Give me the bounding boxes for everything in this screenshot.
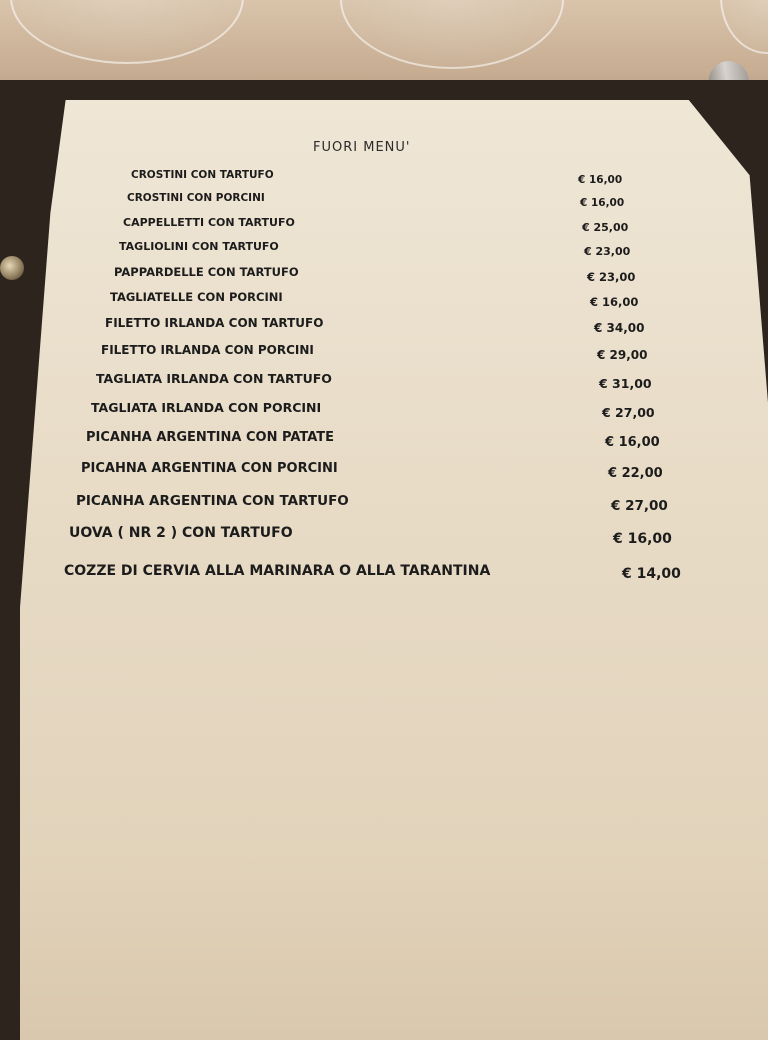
menu-item-price: € 23,00	[584, 245, 631, 258]
menu-item-price: € 27,00	[611, 498, 668, 514]
menu-item-name: CAPPELLETTI CON TARTUFO	[123, 216, 295, 229]
menu-item-price: € 23,00	[587, 270, 636, 284]
menu-title: FUORI MENU'	[313, 140, 411, 155]
menu-item-name: TAGLIOLINI CON TARTUFO	[119, 240, 279, 253]
menu-item-name: FILETTO IRLANDA CON PORCINI	[101, 343, 314, 357]
menu-item-name: PICANHA ARGENTINA CON PATATE	[86, 430, 335, 445]
menu-item-price: € 31,00	[599, 376, 652, 391]
menu-item-price: € 25,00	[582, 221, 629, 234]
menu-item-name: TAGLIATA IRLANDA CON TARTUFO	[96, 371, 332, 386]
menu-item-name: CROSTINI CON PORCINI	[127, 192, 265, 204]
menu-item-name: PICAHNA ARGENTINA CON PORCINI	[81, 461, 338, 476]
menu-item-name: TAGLIATA IRLANDA CON PORCINI	[91, 400, 322, 415]
folder-rivet	[0, 256, 24, 280]
menu-item-price: € 27,00	[602, 405, 655, 420]
menu-item-name: PAPPARDELLE CON TARTUFO	[114, 265, 299, 279]
menu-item-price: € 16,00	[605, 435, 660, 450]
menu-item-price: € 34,00	[594, 321, 645, 335]
menu-item-name: TAGLIATELLE CON PORCINI	[110, 290, 283, 304]
menu-item-price: € 29,00	[597, 348, 648, 362]
menu-item-name: COZZE DI CERVIA ALLA MARINARA O ALLA TARANTINA	[64, 563, 491, 579]
menu-item-price: € 16,00	[580, 197, 625, 209]
menu-item-name: FILETTO IRLANDA CON TARTUFO	[105, 316, 324, 330]
menu-item-name: PICANHA ARGENTINA CON TARTUFO	[76, 493, 349, 509]
menu-item-price: € 16,00	[578, 174, 623, 186]
menu-item-price: € 16,00	[590, 295, 639, 309]
menu-item-price: € 22,00	[608, 466, 663, 481]
menu-item-price: € 16,00	[613, 531, 672, 547]
menu-item-price: € 14,00	[622, 566, 681, 582]
menu-item-name: CROSTINI CON TARTUFO	[131, 169, 274, 181]
menu-item-name: UOVA ( NR 2 ) CON TARTUFO	[69, 525, 293, 541]
